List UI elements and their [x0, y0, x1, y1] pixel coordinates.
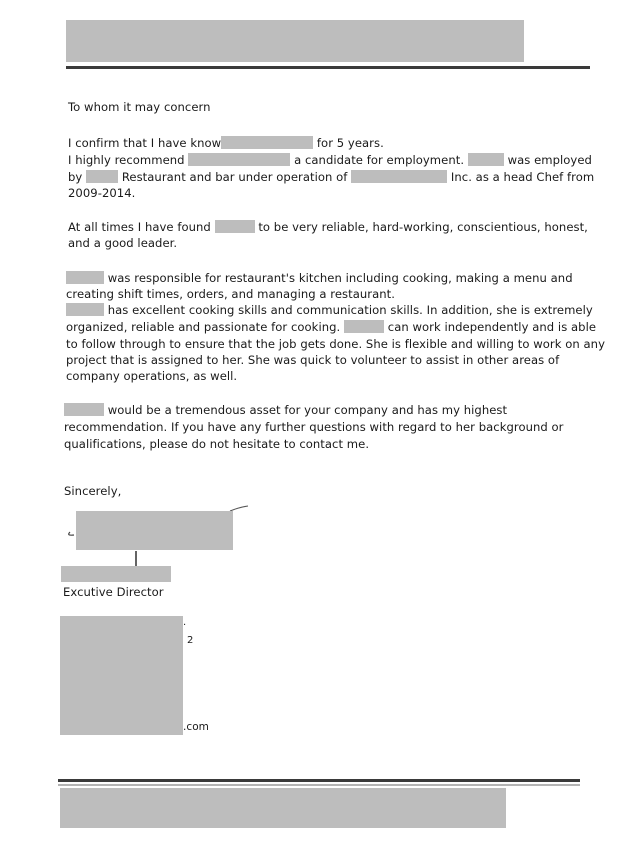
redaction	[344, 320, 384, 333]
p4-line-3: qualifications, please do not hesitate to contact me.	[64, 437, 370, 451]
footer-rule	[58, 779, 580, 782]
p1-line-3	[68, 170, 594, 184]
signer-name-redaction	[61, 566, 171, 582]
footer-redaction	[60, 788, 506, 828]
p1-text: a candidate for employment.	[294, 153, 465, 167]
contact-redaction	[60, 616, 183, 735]
footer-rule-under	[58, 784, 580, 786]
redaction	[188, 153, 290, 166]
contact-fragment-com: .com	[183, 721, 209, 733]
salutation: To whom it may concern	[68, 100, 211, 114]
redaction	[64, 403, 104, 416]
redaction	[221, 136, 313, 149]
p3-line-5: to follow through to ensure that the job gets done. She is flexible and willing to work on any	[66, 337, 605, 351]
header-rule	[66, 66, 590, 69]
p3-line-3	[66, 303, 593, 317]
p3-text: can work independently and is able	[387, 320, 597, 334]
closing: Sincerely,	[64, 484, 122, 498]
header-redaction	[66, 20, 524, 62]
p2-line-1	[68, 220, 588, 234]
redaction	[351, 170, 447, 183]
p4-line-2: recommendation. If you have any further questions with regard to her background or	[64, 420, 564, 434]
p3-line-6: project that is assigned to her. She was quick to volunteer to assist in other areas of	[66, 353, 560, 367]
p4-text: would be a tremendous asset for your company and has my highest	[107, 403, 508, 417]
p3-text: has excellent cooking skills and communication skills. In addition, she is extremely	[107, 303, 593, 317]
p4-line-1	[64, 403, 507, 417]
redaction	[86, 170, 118, 183]
p1-line-2	[68, 153, 592, 167]
p3-line-7: company operations, as well.	[66, 369, 238, 383]
p3-line-2: creating shift times, orders, and managing a restaurant.	[66, 287, 395, 301]
p3-text: was responsible for restaurant's kitchen including cooking, making a menu and	[107, 271, 573, 285]
redaction	[66, 271, 104, 284]
p1-text: Restaurant and bar under operation of	[121, 170, 348, 184]
signature-redaction	[76, 511, 233, 550]
p1-text: was employed	[507, 153, 592, 167]
redaction	[66, 303, 104, 316]
p3-line-1	[66, 271, 573, 285]
redaction	[215, 220, 255, 233]
p1-text: I confirm that I have know	[68, 136, 222, 150]
p1-text: Inc. as a head Chef from	[450, 170, 595, 184]
p1-text: for 5 years.	[316, 136, 384, 150]
p2-line-2: and a good leader.	[68, 236, 178, 250]
p1-line-1	[68, 136, 384, 150]
p2-text: At all times I have found	[68, 220, 211, 234]
p1-text: by	[68, 170, 83, 184]
p1-line-4: 2009-2014.	[68, 186, 136, 200]
p3-line-4	[66, 320, 596, 334]
p1-text: I highly recommend	[68, 153, 185, 167]
p2-text: to be very reliable, hard-working, conscientious, honest,	[258, 220, 588, 234]
redaction	[468, 153, 504, 166]
contact-fragment-dot: .	[183, 617, 187, 628]
signer-title: Excutive Director	[63, 585, 164, 599]
contact-fragment-2: 2	[187, 635, 194, 646]
p3-text: organized, reliable and passionate for cooking.	[66, 320, 341, 334]
